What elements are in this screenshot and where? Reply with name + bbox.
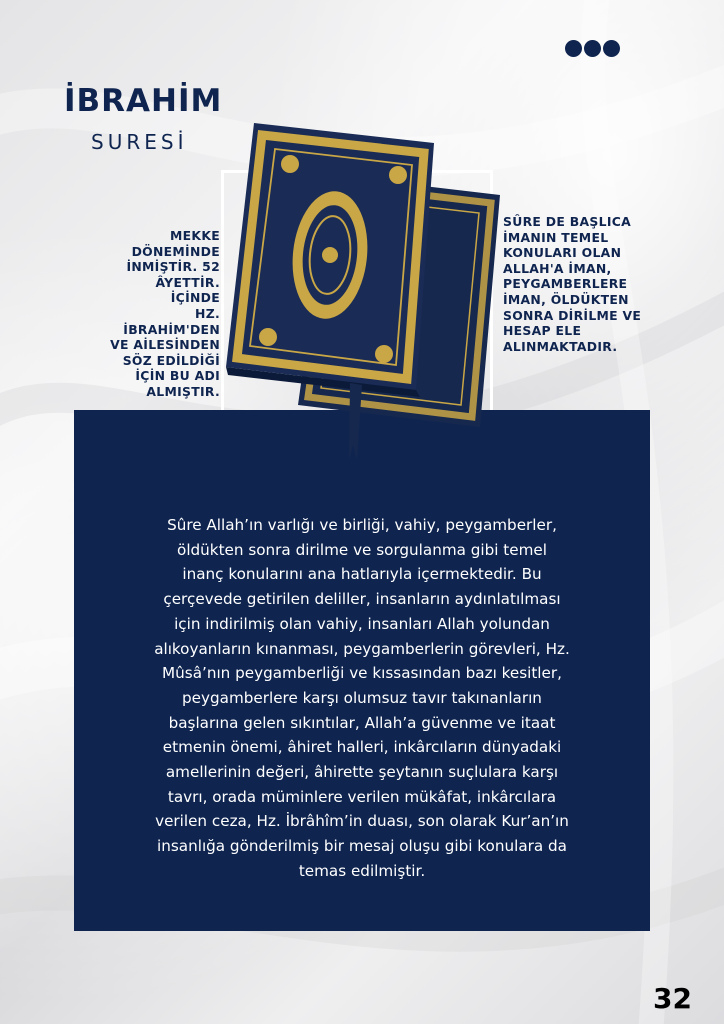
quran-book-illustration: [220, 115, 510, 470]
page-subtitle: SURESİ: [91, 130, 188, 154]
dot-1: [565, 40, 582, 57]
right-note: SÛRE DE BAŞLICA İMANIN TEMEL KONULARI OLAN ALLAH'A İMAN, PEYGAMBERLERE İMAN, ÖLDÜKTEN SONRA DİRİLME VE HESAP ELE ALINMAKTADIR.: [503, 214, 642, 354]
front-book: [226, 123, 434, 397]
page-number: 32: [653, 982, 692, 1015]
dot-2: [584, 40, 601, 57]
bookmark-ribbon: [349, 383, 362, 460]
dot-3: [603, 40, 620, 57]
left-note: MEKKE DÖNEMİNDE İNMİŞTİR. 52 ÂYETTİR. İÇİNDE HZ. İBRAHİM'DEN VE AİLESİNDEN SÖZ EDİLDİĞİ İÇİN BU ADI ALMIŞTIR.: [110, 228, 220, 399]
page-title: İBRAHİM: [64, 83, 223, 119]
three-dots-icon: [565, 40, 620, 57]
body-text: Sûre Allah’ın varlığı ve birliği, vahiy, peygamberler, öldükten sonra dirilme ve sorgulanma gibi temel inanç konularını ana hatlarıyla içermektedir. Bu çerçevede getirilen deliller, insanların aydınlatılması için indirilmiş olan vahiy, insanları Allah yolundan alıkoyanların kınanması, peygamberlerin görevleri, Hz. Mûsâ’nın peygamberliği ve kıssasından bazı kesitler, peygamberlere karşı olumsuz tavır takınanların başlarına gelen sıkıntılar, Allah’a güvenme ve itaat etmenin önemi, âhiret halleri, inkârcıların dünyadaki amellerinin değeri, âhirette şeytanın suçlulara karşı tavrı, orada müminlere verilen mükâfat, inkârcılara verilen ceza, Hz. İbrâhîm’in duası, son olarak Kur’an’ın insanlığa gönderilmiş bir mesaj oluşu gibi konulara da temas edilmiştir.: [154, 516, 570, 880]
